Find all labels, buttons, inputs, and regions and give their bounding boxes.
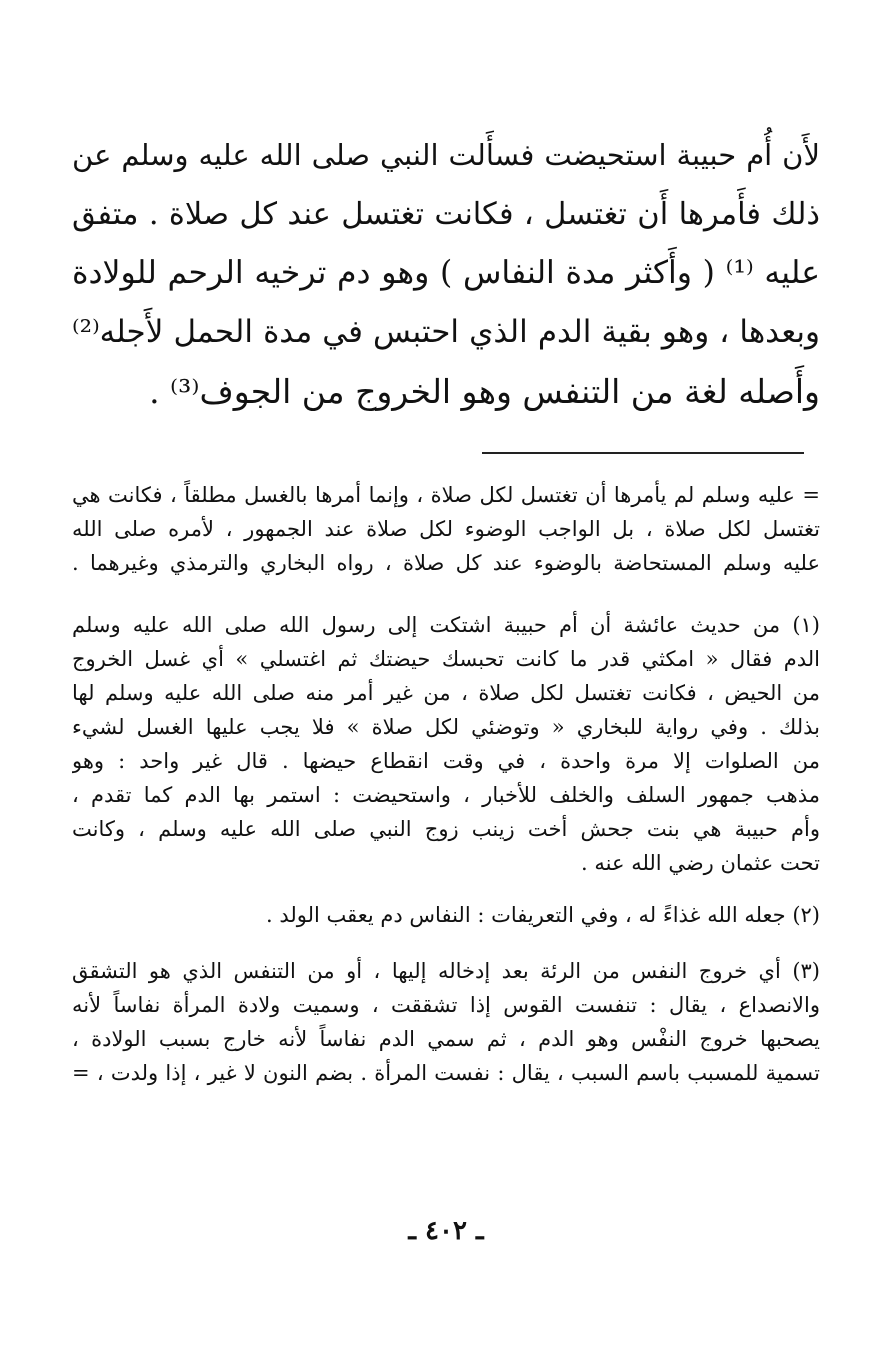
footnote-line: (٣) أي خروج النفس من الرئة بعد إدخاله إليها ، أو من التنفس الذي هو التشقق bbox=[72, 959, 820, 983]
footnote-line: عليه وسلم المستحاضة بالوضوء عند كل صلاة ، رواه البخاري والترمذي وغيرهما . bbox=[72, 551, 820, 575]
footnote-line: تحت عثمان رضي الله عنه . bbox=[581, 851, 820, 875]
footnote-1 bbox=[72, 608, 820, 880]
footnote-line: (١) من حديث عائشة أن أم حبيبة اشتكت إلى رسول الله صلى الله عليه وسلم bbox=[72, 613, 820, 637]
footnote-continuation bbox=[72, 478, 820, 580]
footnote-2 bbox=[72, 898, 820, 932]
footnote-separator bbox=[482, 452, 804, 454]
footnote-line: مذهب جمهور السلف والخلف للأخبار ، واستحيضت : استمر بها الدم كما تقدم ، bbox=[72, 783, 820, 807]
main-line: وأَصله لغة من التنفس وهو الخروج من الجوف⁽³⁾ . bbox=[149, 372, 820, 411]
footnote-line: وأم حبيبة هي بنت جحش أخت زينب زوج النبي صلى الله عليه وسلم ، وكانت bbox=[72, 817, 820, 841]
footnote-line: تسمية للمسبب باسم السبب ، يقال : نفست المرأة . بضم النون لا غير ، إذا ولدت ، = bbox=[72, 1061, 820, 1085]
footnote-line: من الحيض ، فكانت تغتسل لكل صلاة ، من غير أمر منه صلى الله عليه وسلم لها bbox=[72, 681, 820, 705]
main-line: عليه ⁽¹⁾ ( وأَكثر مدة النفاس ) وهو دم ترخيه الرحم للولادة bbox=[72, 255, 820, 291]
footnote-line: الدم فقال « امكثي قدر ما كانت تحبسك حيضتك ثم اغتسلي » أي غسل الخروج bbox=[72, 647, 820, 671]
main-line: وبعدها ، وهو بقية الدم الذي احتبس في مدة الحمل لأَجله⁽²⁾ bbox=[72, 314, 820, 350]
footnote-line: يصحبها خروج النفْس وهو الدم ، ثم سمي الدم نفاساً لأنه خارج بسبب الولادة ، bbox=[72, 1027, 820, 1051]
footnote-line: والانصداع ، يقال : تنفست القوس إذا تشققت ، وسميت ولادة المرأة نفاساً لأنه bbox=[72, 993, 820, 1017]
footnote-line: = عليه وسلم لم يأمرها أن تغتسل لكل صلاة ، وإنما أمرها بالغسل مطلقاً ، فكانت هي bbox=[72, 483, 820, 507]
footnote-line: بذلك . وفي رواية للبخاري « وتوضئي لكل صلاة » فلا يجب عليها الغسل لشيء bbox=[72, 715, 820, 739]
footnote-3 bbox=[72, 954, 820, 1090]
page-number: ـ ٤٠٢ ـ bbox=[408, 1216, 484, 1246]
main-line: ذلك فأَمرها أَن تغتسل ، فكانت تغتسل عند كل صلاة . متفق bbox=[72, 197, 820, 232]
footnote-line: (٢) جعله الله غذاءً له ، وفي التعريفات : النفاس دم يعقب الولد . bbox=[265, 903, 820, 927]
main-line: لأَن أُم حبيبة استحيضت فسأَلت النبي صلى الله عليه وسلم عن bbox=[72, 138, 820, 172]
footnotes bbox=[72, 478, 820, 1090]
footnote-line: تغتسل لكل صلاة ، بل الواجب الوضوء لكل صلاة عند الجمهور ، لأمره صلى الله bbox=[72, 517, 820, 541]
main-text bbox=[72, 126, 820, 421]
footnote-line: من الصلوات إلا مرة واحدة ، في وقت انقطاع حيضها . قال غير واحد : وهو bbox=[72, 749, 820, 773]
